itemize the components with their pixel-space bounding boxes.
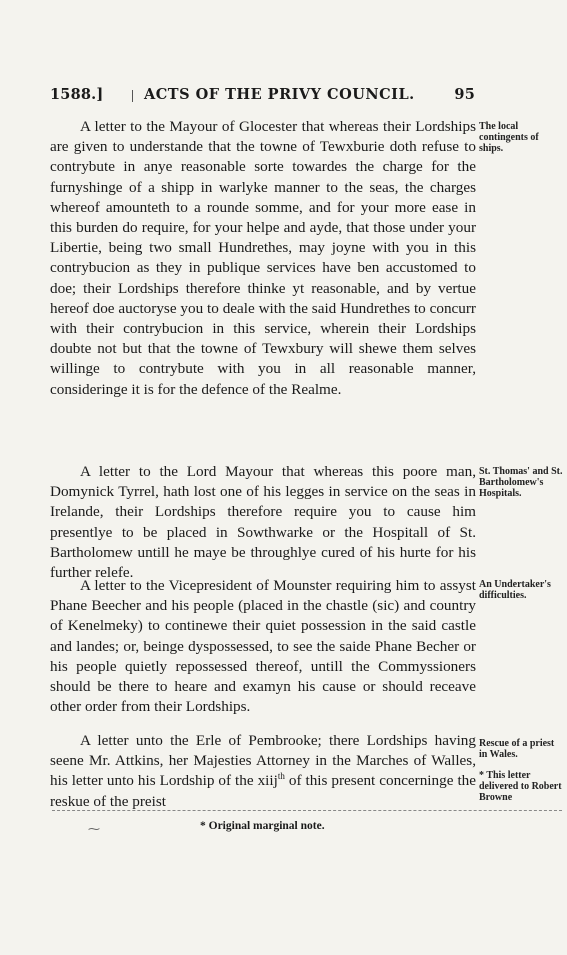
footnote: * Original marginal note. [200, 820, 325, 832]
margin-note-robert-browne: * This letter delivered to Robert Browne [479, 770, 562, 803]
margin-note-local-contingents: The local contingents of ships. [479, 121, 539, 154]
header-title: ACTS OF THE PRIVY COUNCIL. [144, 86, 415, 103]
margin-note-undertaker: An Undertaker's difficulties. [479, 579, 551, 601]
footnote-rule [52, 810, 562, 811]
margin-note-rescue-priest: Rescue of a priest in Wales. [479, 738, 555, 760]
ordinal-superscript: th [277, 771, 285, 782]
printer-mark: ⁓ [88, 822, 100, 836]
paragraph-vicepresident-letter: A letter to the Vicepresident of Mounster requiring him to assyst Phane Beecher and his people (placed in the chastle (sic) and country of Kenelmeky) to continewe their quiet possession in the said castle and landes; or, beinge dyspossessed, to see the saide Phane Becher or his people quietly repossessed thereof, untill the Commyssioners should be there to heare and examyn his cause or should receave other order from their Lordships. [50, 577, 476, 716]
paragraph-pembrooke-letter [50, 731, 476, 812]
header-divider [132, 90, 133, 102]
margin-note-hospitals: St. Thomas' and St. Bartholomew's Hospitals. [479, 466, 563, 499]
running-header [50, 86, 475, 104]
paragraph-pembrooke-text-a: A letter unto the Erle of Pembrooke; there Lordships having seene Mr. Attkins, her Majesties Attorney in the Marches of Walles, his letter unto his Lordship of the xiij [50, 732, 476, 790]
paragraph-lord-mayour-letter: A letter to the Lord Mayour that whereas this poore man, Domynick Tyrrel, hath lost one of his legges in service on the seas in Irelande, their Lordships therefore require you to cause him presentlye to be placed in Sowthwarke or the Hospitall of St. Bartholomew untill he maye be throughlye cured of his hurte for his further relefe. [50, 463, 476, 582]
paragraph-glocester-letter: A letter to the Mayour of Glocester that whereas their Lordships are given to understande that the towne of Tewxburie doth refuse to contrybute in anye reasonable sorte towardes the charge for the furnyshinge of a shipp in warlyke manner to the seas, the charges whereof amounteth to a rounde somme, and for your more ease in this burden do require, for your helpe and ayde, that those under your Libertie, being two small Hundrethes, may joyne with you in this contrybucion as they in publique services have ben accustomed to doe; their Lordships therefore thinke yt reasonable, and by vertue hereof doe auctoryse you to deale with the said Hundrethes to concurr with their contrybucion in this service, wherein their Lordships doubte not but that the towne of Tewxbury will shewe them selves willinge to contrybute with you in all reasonable manner, consideringe it is for the defence of the Realme. [50, 118, 476, 398]
header-year: 1588.] [50, 86, 104, 103]
paragraph-pembrooke-text-b: of this present concerninge the reskue of the preist [50, 772, 476, 810]
page-number: 95 [454, 86, 475, 103]
